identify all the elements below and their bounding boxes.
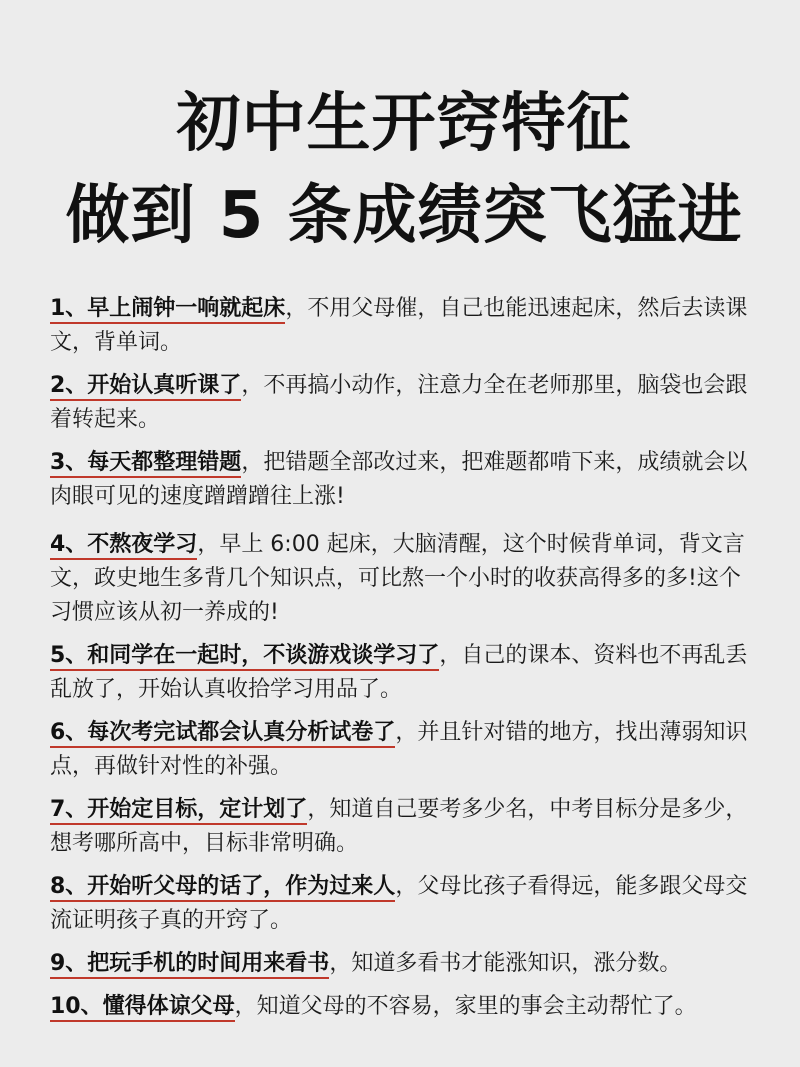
list-item-2 [50, 369, 758, 437]
item-highlight: 8、开始听父母的话了，作为过来人 [50, 874, 395, 902]
page-title [50, 0, 758, 262]
item-highlight: 7、开始定目标，定计划了 [50, 797, 307, 825]
item-text: ，知道自己要考多少名，中考目标分是多少，想考哪所高中，目标非常明确。 [50, 797, 748, 856]
item-text: ，不再搞小动作，注意力全在老师那里，脑袋也会跟着转起来。 [50, 373, 748, 432]
list-item-7 [50, 793, 758, 861]
item-highlight: 3、每天都整理错题 [50, 450, 241, 478]
item-text: ，把错题全部改过来，把难题都啃下来，成绩就会以肉眼可见的速度蹭蹭蹭往上涨! [50, 450, 748, 509]
item-highlight: 6、每次考完试都会认真分析试卷了 [50, 720, 395, 748]
tips-list [50, 292, 758, 1024]
list-item-5 [50, 639, 758, 707]
item-text: ，知道多看书才能涨知识，涨分数。 [329, 951, 682, 976]
list-item-10 [50, 990, 758, 1024]
item-text: ，并且针对错的地方，找出薄弱知识点，再做针对性的补强。 [50, 720, 748, 779]
item-highlight: 2、开始认真听课了 [50, 373, 241, 401]
item-text: ，自己的课本、资料也不再乱丢乱放了，开始认真收拾学习用品了。 [50, 643, 748, 702]
title-line-1: 初中生开窍特征 [176, 87, 632, 161]
item-text: ，父母比孩子看得远，能多跟父母交流证明孩子真的开窍了。 [50, 874, 748, 933]
item-text: ，知道父母的不容易，家里的事会主动帮忙了。 [234, 994, 697, 1019]
item-highlight: 5、和同学在一起时，不谈游戏谈学习了 [50, 643, 439, 671]
list-item-9 [50, 947, 758, 981]
list-item-6 [50, 716, 758, 784]
item-highlight: 4、不熬夜学习 [50, 532, 197, 560]
item-highlight: 1、早上闹钟一响就起床 [50, 296, 285, 324]
item-highlight: 10、懂得体谅父母 [50, 994, 235, 1022]
list-item-1 [50, 292, 758, 360]
item-highlight: 9、把玩手机的时间用来看书 [50, 951, 329, 979]
item-text: ，不用父母催，自己也能迅速起床，然后去读课文，背单词。 [50, 296, 748, 355]
list-item-4 [50, 528, 758, 630]
item-text: ，早上 6:00 起床，大脑清醒，这个时候背单词，背文言文，政史地生多背几个知识点，可比熬一个小时的收获高得多的多!这个习惯应该从初一养成的! [50, 532, 745, 625]
title-line-2: 做到 5 条成绩突飞猛进 [65, 179, 743, 253]
list-item-3 [50, 446, 758, 514]
list-item-8 [50, 870, 758, 938]
